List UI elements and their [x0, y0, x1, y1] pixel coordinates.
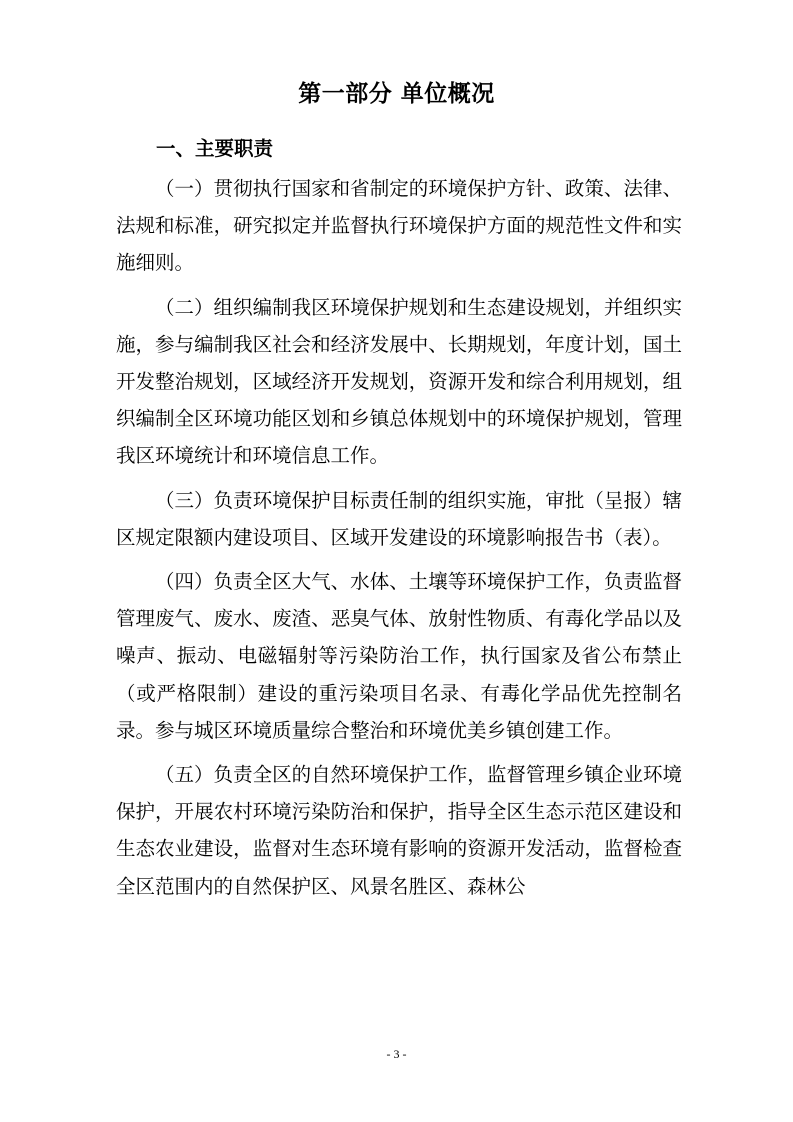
paragraph: （一）贯彻执行国家和省制定的环境保护方针、政策、法律、法规和标准，研究拟定并监督执行环境保护方面的规范性文件和实施细则。: [116, 177, 682, 275]
page-title: 第一部分 单位概况: [298, 81, 495, 107]
section-heading: 一、主要职责: [156, 137, 274, 160]
body-text: [116, 170, 682, 912]
page-number: - 3 -: [386, 1047, 407, 1061]
paragraph: （三）负责环境保护目标责任制的组织实施，审批（呈报）辖区规定限额内建设项目、区域开发建设的环境影响报告书（表）。: [116, 488, 682, 549]
paragraph: （四）负责全区大气、水体、土壤等环境保护工作，负责监督管理废气、废水、废渣、恶臭气体、放射性物质、有毒化学品以及噪声、振动、电磁辐射等污染防治工作，执行国家及省公布禁止（或严格限制）建设的重污染项目名录、有毒化学品优先控制名录。参与城区环境质量综合整治和环境优美乡镇创建工作。: [116, 570, 682, 742]
paragraph: （二）组织编制我区环境保护规划和生态建设规划，并组织实施，参与编制我区社会和经济发展中、长期规划，年度计划，国土开发整治规划，区域经济开发规划，资源开发和综合利用规划，组织编制全区环境功能区划和乡镇总体规划中的环境保护规划，管理我区环境统计和环境信息工作。: [116, 295, 682, 468]
paragraph: （五）负责全区的自然环境保护工作，监督管理乡镇企业环境保护，开展农村环境污染防治和保护，指导全区生态示范区建设和生态农业建设，监督对生态环境有影响的资源开发活动，监督检查全区范围内的自然保护区、风景名胜区、森林公: [116, 763, 682, 898]
